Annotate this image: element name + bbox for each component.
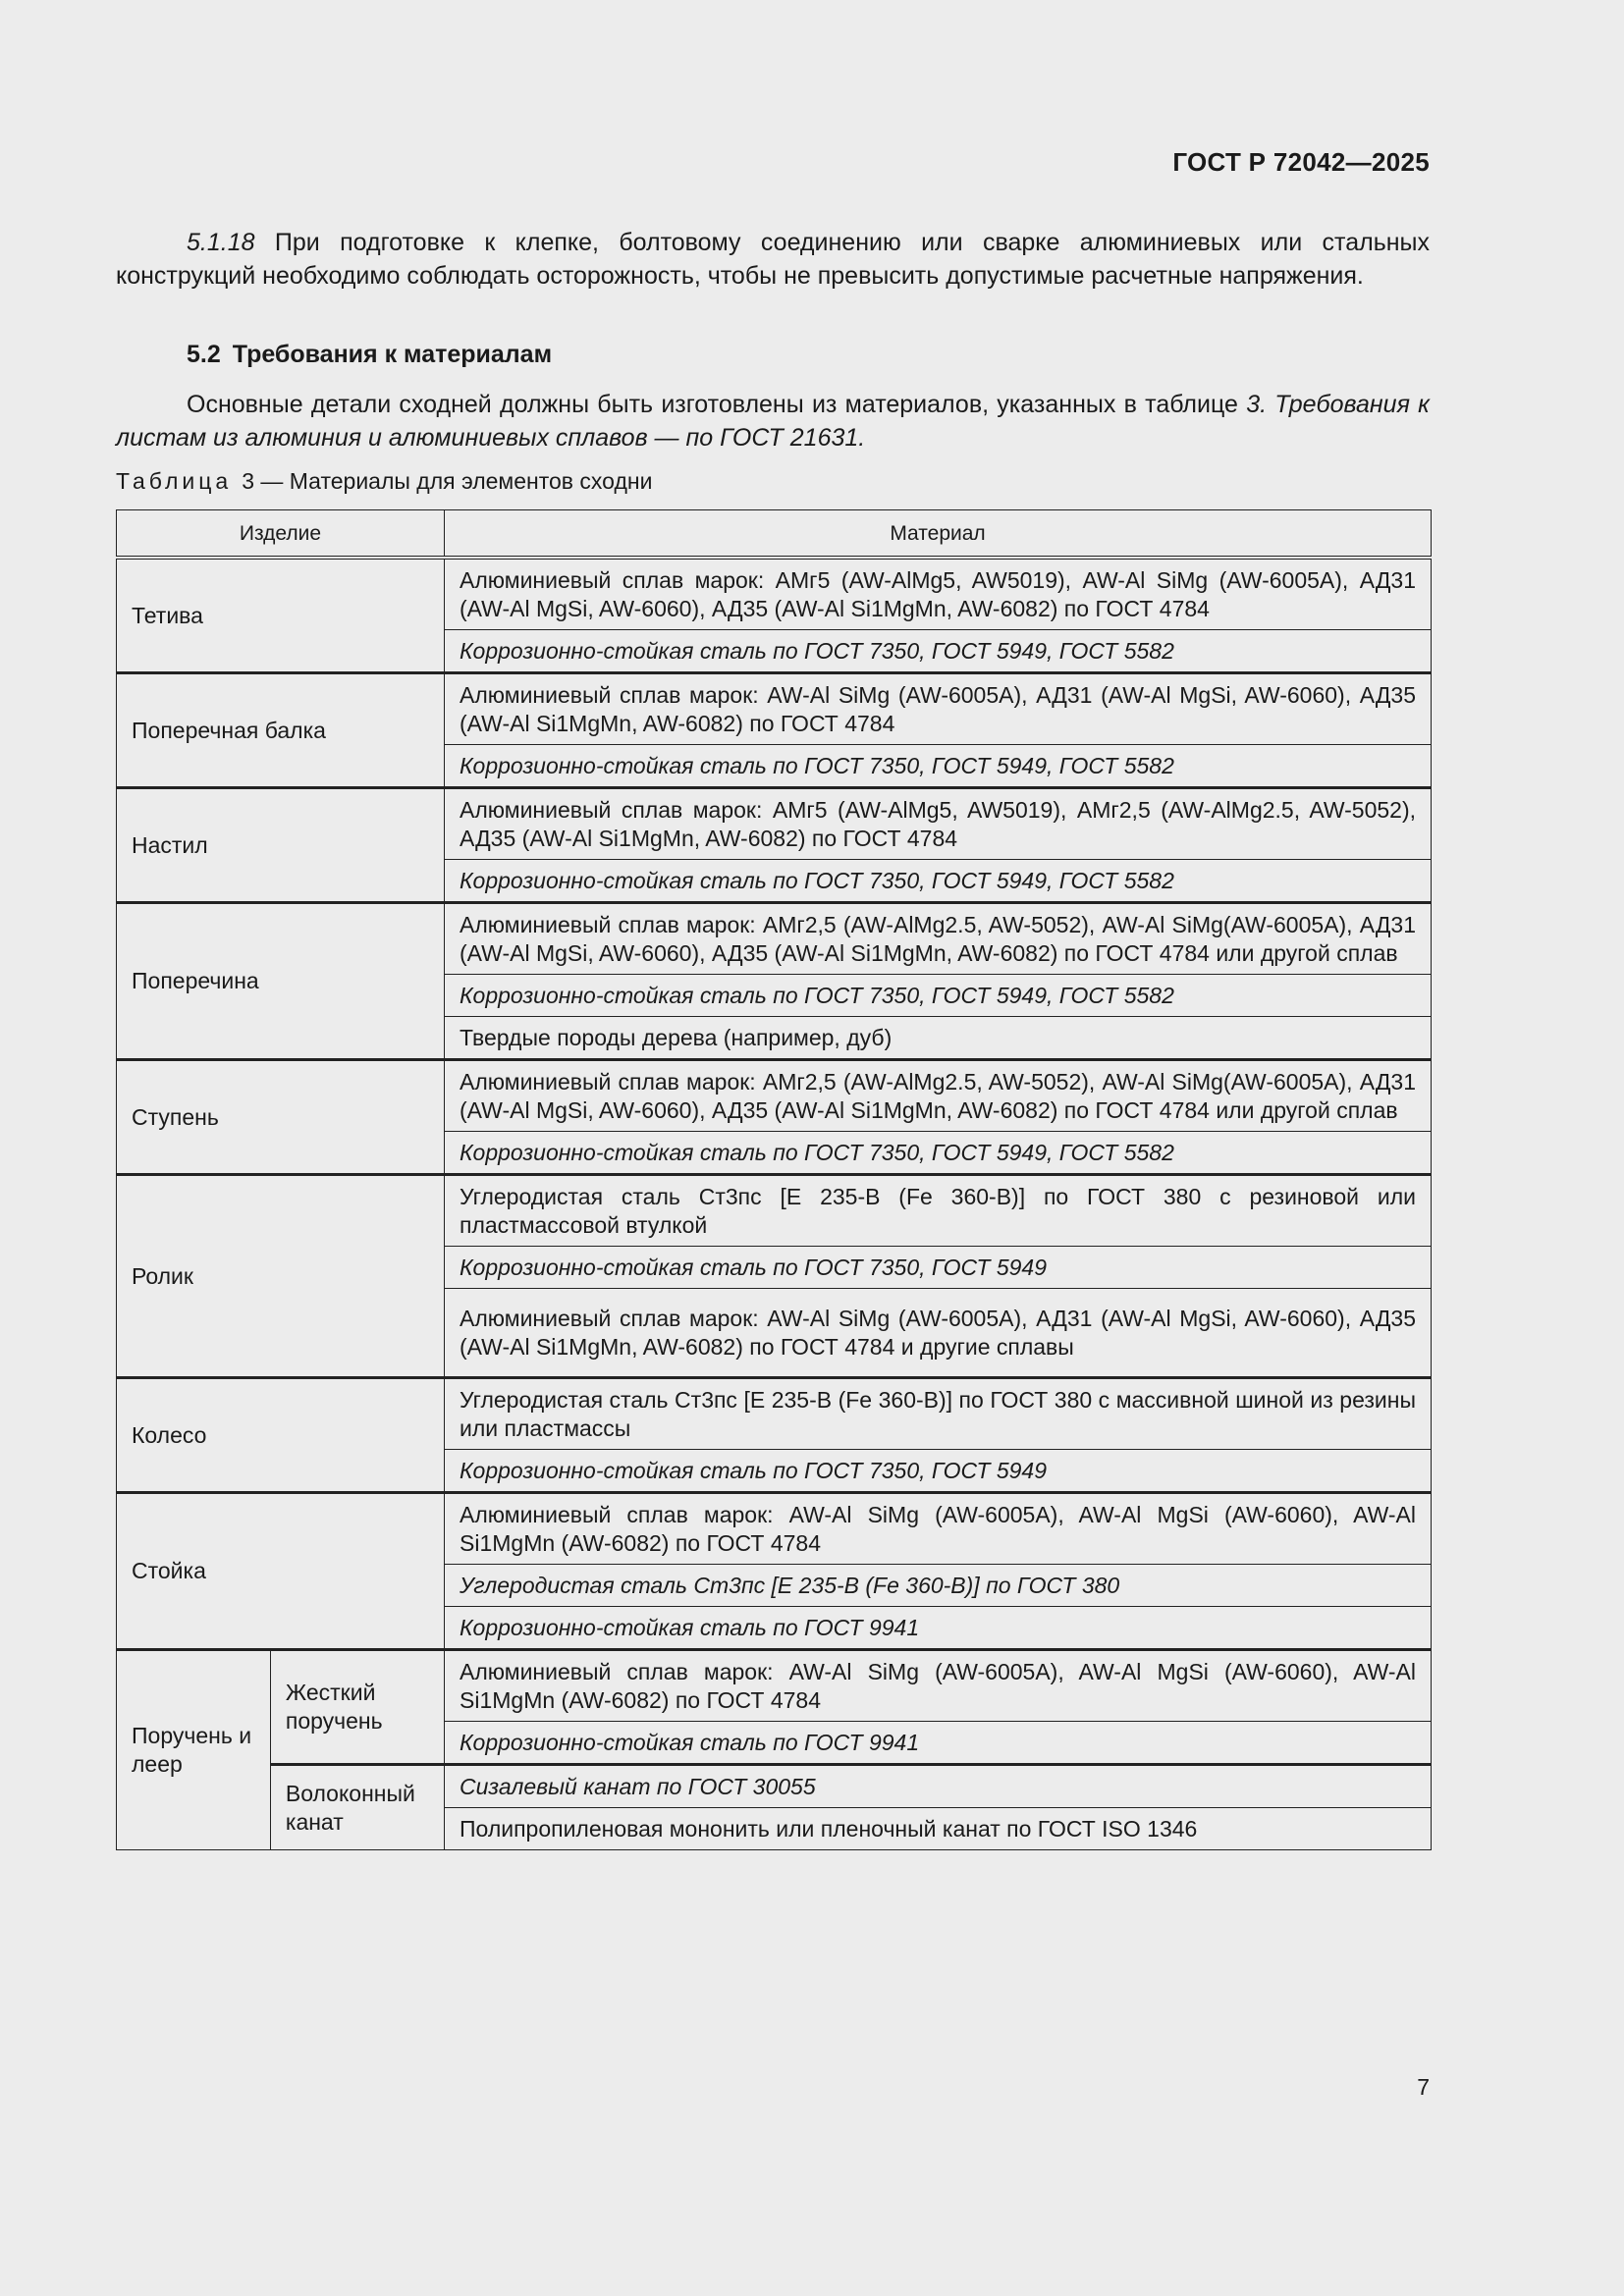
- product-cell: Поперечная балка: [117, 673, 445, 788]
- material-cell: Алюминиевый сплав марок: AW-Al SiMg (AW-6005A), AW-Al MgSi (AW-6060), AW-Al Si1MgMn (AW-6082) по ГОСТ 4784: [445, 1493, 1432, 1565]
- material-cell: Коррозионно-стойкая сталь по ГОСТ 9941: [445, 1722, 1432, 1765]
- table-row: [117, 673, 1432, 745]
- table-row: [117, 1650, 1432, 1722]
- table-group-step: [117, 1060, 1432, 1175]
- page-number: 7: [1417, 2074, 1430, 2100]
- material-cell: Углеродистая сталь Ст3пс [Е 235-В (Fe 360-В)] по ГОСТ 380: [445, 1565, 1432, 1607]
- header-material: Материал: [445, 510, 1432, 559]
- table-group-post: [117, 1493, 1432, 1650]
- table-row: [117, 1493, 1432, 1565]
- table-group-tetiva: [117, 558, 1432, 673]
- material-cell: Коррозионно-стойкая сталь по ГОСТ 7350, ГОСТ 5949, ГОСТ 5582: [445, 630, 1432, 673]
- table-group-deck: [117, 788, 1432, 903]
- table-row: [117, 788, 1432, 860]
- table-group-roller: [117, 1175, 1432, 1378]
- table-row: [117, 903, 1432, 975]
- clause-number: 5.1.18: [187, 229, 255, 256]
- table-group-cross-beam: [117, 673, 1432, 788]
- product-cell: Настил: [117, 788, 445, 903]
- material-cell: Алюминиевый сплав марок: АМг2,5 (AW-AlMg2.5, AW-5052), AW-Al SiMg(AW-6005A), АД31 (AW-Al MgSi, AW-6060), АД35 (AW-Al Si1MgMn, AW-6082) по ГОСТ 4784 или другой сплав: [445, 903, 1432, 975]
- table-row: [117, 1060, 1432, 1132]
- material-cell: Углеродистая сталь Ст3пс [Е 235-В (Fe 360-В)] по ГОСТ 380 с массивной шиной из резины или пластмассы: [445, 1378, 1432, 1450]
- material-cell: Коррозионно-стойкая сталь по ГОСТ 7350, ГОСТ 5949, ГОСТ 5582: [445, 860, 1432, 903]
- material-cell: Коррозионно-стойкая сталь по ГОСТ 9941: [445, 1607, 1432, 1650]
- paragraph-5-1-18: [116, 226, 1430, 293]
- section-number: 5.2: [187, 341, 221, 368]
- table-group-crossbar: [117, 903, 1432, 1060]
- material-cell: Твердые породы дерева (например, дуб): [445, 1017, 1432, 1060]
- material-cell: Коррозионно-стойкая сталь по ГОСТ 7350, ГОСТ 5949, ГОСТ 5582: [445, 1132, 1432, 1175]
- material-cell: Полипропиленовая мононить или пленочный канат по ГОСТ ISO 1346: [445, 1808, 1432, 1850]
- header-product: Изделие: [117, 510, 445, 559]
- paragraph-text: Основные детали сходней должны быть изготовлены из материалов, указанных в таблице: [187, 391, 1238, 418]
- product-cell: Стойка: [117, 1493, 445, 1650]
- section-title: Требования к материалам: [232, 341, 553, 368]
- subproduct-cell: Жесткий поручень: [270, 1650, 444, 1765]
- material-cell: Алюминиевый сплав марок: АМг2,5 (AW-AlMg2.5, AW-5052), AW-Al SiMg(AW-6005A), АД31 (AW-Al MgSi, AW-6060), АД35 (AW-Al Si1MgMn, AW-6082) по ГОСТ 4784 или другой сплав: [445, 1060, 1432, 1132]
- table-row: [117, 558, 1432, 630]
- table-header: [117, 510, 1432, 559]
- paragraph-reference: 3. Требования к листам из алюминия и алюминиевых сплавов — по ГОСТ 21631.: [116, 391, 1430, 452]
- subproduct-cell: Волоконный канат: [270, 1765, 444, 1850]
- product-cell: Колесо: [117, 1378, 445, 1493]
- table-group-handrail: [117, 1650, 1432, 1850]
- table-row: [117, 1765, 1432, 1808]
- table-row: [117, 1175, 1432, 1247]
- clause-text: При подготовке к клепке, болтовому соединению или сварке алюминиевых или стальных конструкций необходимо соблюдать осторожность, чтобы не превысить допустимые расчетные напряжения.: [116, 229, 1430, 290]
- product-cell: Ролик: [117, 1175, 445, 1378]
- document-code: ГОСТ Р 72042—2025: [1172, 147, 1430, 177]
- material-cell: Алюминиевый сплав марок: AW-Al SiMg (AW-6005A), AW-Al MgSi (AW-6060), AW-Al Si1MgMn (AW-6082) по ГОСТ 4784: [445, 1650, 1432, 1722]
- material-cell: Коррозионно-стойкая сталь по ГОСТ 7350, ГОСТ 5949: [445, 1247, 1432, 1289]
- product-cell: Тетива: [117, 558, 445, 673]
- material-cell: Алюминиевый сплав марок: АМг5 (AW-AlMg5, AW5019), AW-Al SiMg (AW-6005A), АД31 (AW-Al MgSi, AW-6060), АД35 (AW-Al Si1MgMn, AW-6082) по ГОСТ 4784: [445, 558, 1432, 630]
- table-title: 3 — Материалы для элементов сходни: [242, 468, 653, 494]
- table-group-wheel: [117, 1378, 1432, 1493]
- materials-table-wrapper: [116, 509, 1432, 1850]
- materials-table: [116, 509, 1432, 1850]
- table-header-row: [117, 510, 1432, 559]
- material-cell: Коррозионно-стойкая сталь по ГОСТ 7350, ГОСТ 5949, ГОСТ 5582: [445, 975, 1432, 1017]
- material-cell: Коррозионно-стойкая сталь по ГОСТ 7350, ГОСТ 5949: [445, 1450, 1432, 1493]
- material-cell: Сизалевый канат по ГОСТ 30055: [445, 1765, 1432, 1808]
- material-cell: Алюминиевый сплав марок: AW-Al SiMg (AW-6005A), АД31 (AW-Al MgSi, AW-6060), АД35 (AW-Al Si1MgMn, AW-6082) по ГОСТ 4784: [445, 673, 1432, 745]
- material-cell: Углеродистая сталь Ст3пс [Е 235-В (Fe 360-В)] по ГОСТ 380 с резиновой или пластмассовой втулкой: [445, 1175, 1432, 1247]
- table-row: [117, 1378, 1432, 1450]
- material-cell: Алюминиевый сплав марок: AW-Al SiMg (AW-6005A), АД31 (AW-Al MgSi, AW-6060), АД35 (AW-Al Si1MgMn, AW-6082) по ГОСТ 4784 и другие сплавы: [445, 1289, 1432, 1378]
- table-caption: [116, 468, 652, 495]
- product-cell: Поручень и леер: [117, 1650, 271, 1850]
- paragraph-5-2: [116, 388, 1430, 454]
- table-label: Таблица: [116, 468, 233, 494]
- product-cell: Поперечина: [117, 903, 445, 1060]
- material-cell: Алюминиевый сплав марок: АМг5 (AW-AlMg5, AW5019), АМг2,5 (AW-AlMg2.5, AW-5052), АД35 (AW-Al Si1MgMn, AW-6082) по ГОСТ 4784: [445, 788, 1432, 860]
- product-cell: Ступень: [117, 1060, 445, 1175]
- section-heading: [187, 341, 552, 369]
- material-cell: Коррозионно-стойкая сталь по ГОСТ 7350, ГОСТ 5949, ГОСТ 5582: [445, 745, 1432, 788]
